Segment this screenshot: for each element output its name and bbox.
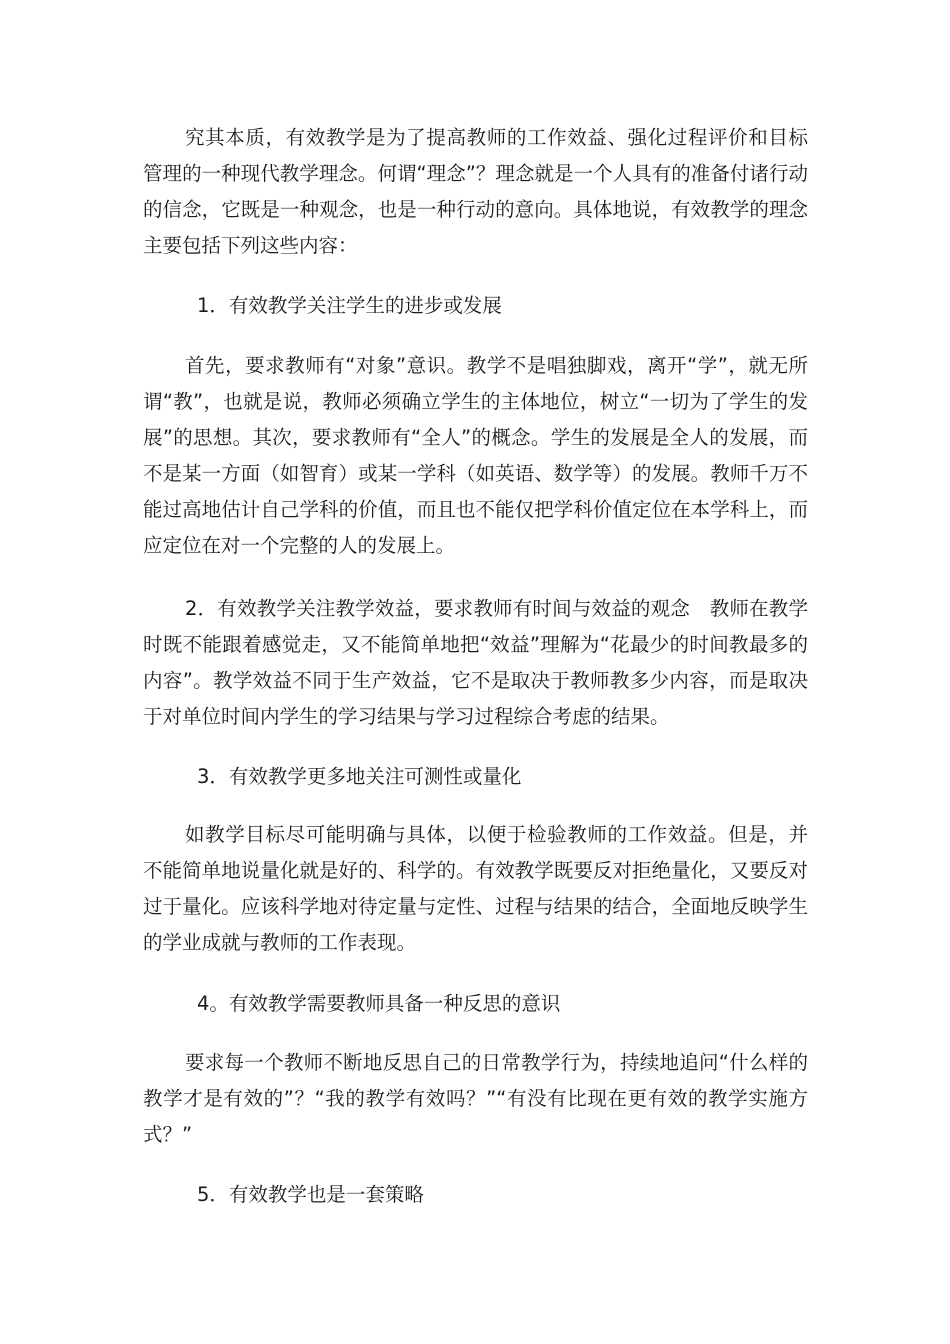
section-2-paragraph: 2．有效教学关注教学效益，要求教师有时间与效益的观念 教师在教学时既不能跟着感觉走，又不能简单地把“效益”理解为“花最少的时间教最多的内容”。教学效益不同于生产效益，它不是取决于教师教多少内容，而是取决于对单位时间内学生的学习结果与学习过程综合考虑的结果。 [143, 597, 808, 728]
section-heading-3: 3．有效教学更多地关注可测性或量化 [197, 765, 522, 788]
section-heading-4: 4。有效教学需要教师具备一种反思的意识 [197, 992, 561, 1015]
intro-paragraph: 究其本质，有效教学是为了提高教师的工作效益、强化过程评价和目标管理的一种现代教学理念。何谓“理念”？理念就是一个人具有的准备付诸行动的信念，它既是一种观念，也是一种行动的意向。具体地说，有效教学的理念主要包括下列这些内容： [143, 126, 808, 257]
section-4-paragraph: 要求每一个教师不断地反思自己的日常教学行为，持续地追问“什么样的教学才是有效的”？“我的教学有效吗？”“有没有比现在更有效的教学实施方式？” [143, 1051, 808, 1146]
section-1-paragraph: 首先，要求教师有“对象”意识。教学不是唱独脚戏，离开“学”，就无所谓“教”，也就是说，教师必须确立学生的主体地位，树立“一切为了学生的发展”的思想。其次，要求教师有“全人”的概念。学生的发展是全人的发展，而不是某一方面（如智育）或某一学科（如英语、数学等）的发展。教师千万不能过高地估计自己学科的价值，而且也不能仅把学科价值定位在本学科上，而应定位在对一个完整的人的发展上。 [143, 354, 808, 557]
section-3-paragraph: 如教学目标尽可能明确与具体，以便于检验教师的工作效益。但是，并不能简单地说量化就是好的、科学的。有效教学既要反对拒绝量化，又要反对过于量化。应该科学地对待定量与定性、过程与结果的结合，全面地反映学生的学业成就与教师的工作表现。 [143, 823, 808, 954]
section-heading-1: 1．有效教学关注学生的进步或发展 [197, 294, 502, 317]
section-heading-5: 5．有效教学也是一套策略 [197, 1183, 424, 1206]
